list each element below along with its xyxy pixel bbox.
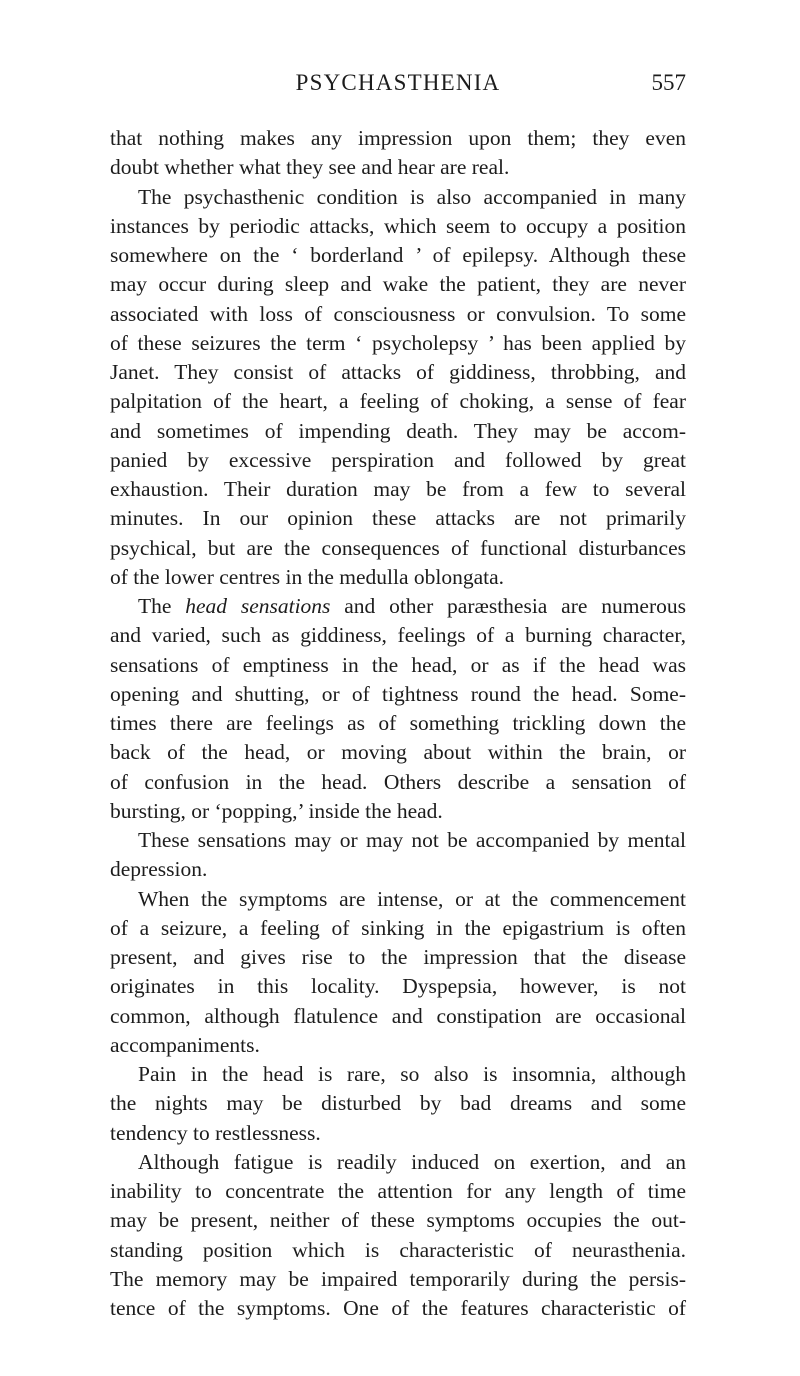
text-line: present, and gives rise to the impression that the disease xyxy=(110,945,686,969)
text-line: the nights may be disturbed by bad dreams and some xyxy=(110,1091,686,1116)
text-line-head-sensations xyxy=(110,592,686,621)
text-line: common, although flatulence and constipation are occasional xyxy=(110,1003,686,1028)
text-line: When the symptoms are intense, or at the commencement xyxy=(138,886,686,911)
text-line: may be present, neither of these symptoms occupies the out- xyxy=(110,1208,686,1233)
text-line: of a seizure, a feeling of sinking in the epigastrium is often xyxy=(110,915,686,940)
text-line: associated with loss of consciousness or convulsion. To some xyxy=(110,301,686,326)
text-line: of confusion in the head. Others describe a sensation of xyxy=(110,769,686,794)
text-line: originates in this locality. Dyspepsia, however, is not xyxy=(110,974,686,999)
running-header xyxy=(110,66,686,100)
italic-term: head sensations xyxy=(185,594,331,618)
text-line: sensations of emptiness in the head, or as if the head was xyxy=(110,652,686,677)
text-line: panied by excessive perspiration and followed by great xyxy=(110,447,686,472)
text-line: depression. xyxy=(110,857,208,882)
text-line: bursting, or ‘popping,’ inside the head. xyxy=(110,798,443,823)
text-line: and varied, such as giddiness, feelings of a burning character, xyxy=(110,623,686,648)
text-line: psychical, but are the consequences of functional disturbances xyxy=(110,535,686,560)
text-line: instances by periodic attacks, which seem to occupy a position xyxy=(110,213,686,238)
text-line: times there are feelings as of something trickling down the xyxy=(110,711,686,735)
text-line: may occur during sleep and wake the patient, they are never xyxy=(110,272,686,297)
text-line: of the lower centres in the medulla oblongata. xyxy=(110,564,505,589)
text-line: accompaniments. xyxy=(110,1032,260,1057)
text-line: back of the head, or moving about within the brain, or xyxy=(110,740,686,765)
text-line: and sometimes of impending death. They may be accom- xyxy=(110,418,686,443)
text-line: The memory may be impaired temporarily during the persis- xyxy=(110,1266,686,1291)
text-line: opening and shutting, or of tightness round the head. Some- xyxy=(110,681,686,706)
text-line: palpitation of the heart, a feeling of choking, a sense of fear xyxy=(110,389,686,414)
text-line: These sensations may or may not be accompanied by mental xyxy=(138,828,686,852)
body-text xyxy=(110,124,686,1323)
text-line: doubt whether what they see and hear are real. xyxy=(110,155,510,180)
text-line: The psychasthenic condition is also accompanied in many xyxy=(138,184,686,209)
text-line: Although fatigue is readily induced on exertion, and an xyxy=(138,1149,686,1174)
text-line: that nothing makes any impression upon them; they even xyxy=(110,126,686,150)
text-line: of these seizures the term ‘ psycholepsy ’ has been applied by xyxy=(110,330,686,355)
text-line: inability to concentrate the attention for any length of time xyxy=(110,1179,686,1203)
text-line: Pain in the head is rare, so also is insomnia, although xyxy=(138,1062,686,1086)
text-fragment: and other paræsthesia are numerous xyxy=(330,594,686,618)
text-line: exhaustion. Their duration may be from a few to several xyxy=(110,477,686,501)
text-line: somewhere on the ‘ borderland ’ of epilepsy. Although these xyxy=(110,243,686,267)
text-line: standing position which is characteristic of neurasthenia. xyxy=(110,1237,686,1262)
page-title: PSYCHASTHENIA xyxy=(295,70,501,95)
text-line: tence of the symptoms. One of the features characteristic of xyxy=(110,1296,686,1320)
text-line: Janet. They consist of attacks of giddiness, throbbing, and xyxy=(110,360,686,384)
text-line: tendency to restlessness. xyxy=(110,1120,321,1145)
text-line: minutes. In our opinion these attacks are not primarily xyxy=(110,506,686,531)
page-number: 557 xyxy=(651,70,686,95)
text-fragment: The xyxy=(138,594,186,618)
